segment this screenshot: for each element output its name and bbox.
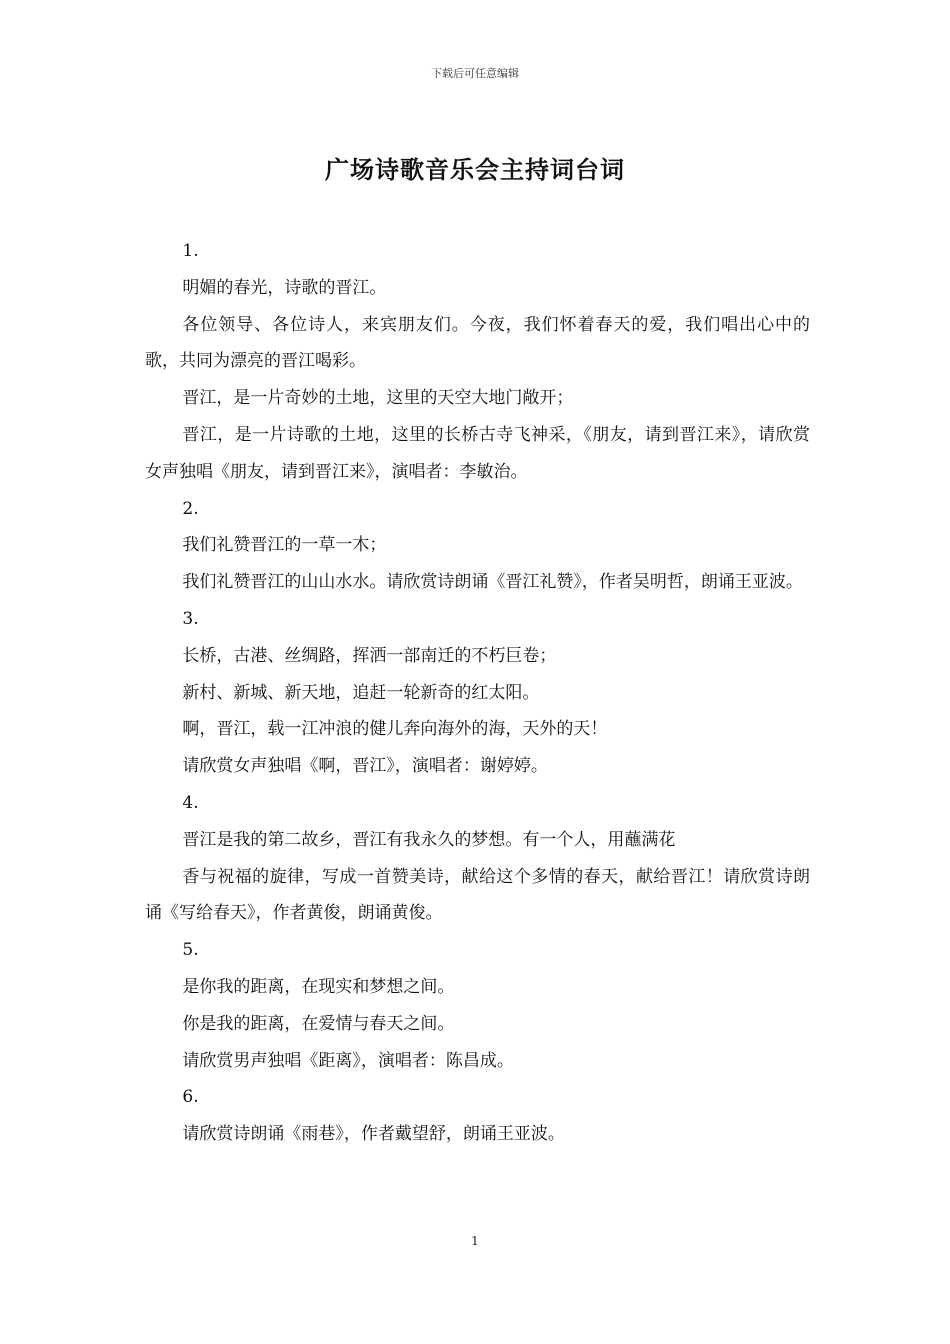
paragraph: 新村、新城、新天地，追赶一轮新奇的红太阳。 xyxy=(182,682,540,703)
section-number: 6. xyxy=(182,1087,199,1108)
section-number: 4. xyxy=(182,792,199,813)
paragraph: 各位领导、各位诗人，来宾朋友们。今夜，我们怀着春天的爱，我们唱出心中的歌，共同为漂亮的晋江喝彩。 xyxy=(145,314,810,372)
paragraph: 我们礼赞晋江的一草一木； xyxy=(182,535,387,556)
paragraph: 请欣赏男声独唱《距离》，演唱者：陈昌成。 xyxy=(182,1050,514,1071)
paragraph: 香与祝福的旋律，写成一首赞美诗，献给这个多情的春天，献给晋江！请欣赏诗朗诵《写给春天》，作者黄俊，朗诵黄俊。 xyxy=(145,866,810,924)
paragraph: 晋江，是一片奇妙的土地，这里的天空大地门敞开； xyxy=(182,388,574,409)
section-number: 1. xyxy=(182,241,199,261)
paragraph: 晋江，是一片诗歌的土地，这里的长桥古寺飞神采，《朋友，请到晋江来》，请欣赏女声独唱《朋友，请到晋江来》，演唱者：李敏治。 xyxy=(145,424,810,482)
document-title: 广场诗歌音乐会主持词台词 xyxy=(325,155,625,184)
paragraph: 晋江是我的第二故乡，晋江有我永久的梦想。有一个人，用蘸满花 xyxy=(182,829,676,850)
paragraph: 是你我的距离，在现实和梦想之间。 xyxy=(182,976,455,997)
page-header-note: 下载后可任意编辑 xyxy=(431,67,519,80)
section-number: 2. xyxy=(182,498,199,519)
paragraph: 请欣赏女声独唱《啊，晋江》，演唱者：谢婷婷。 xyxy=(182,756,548,777)
section-number: 5. xyxy=(182,940,199,961)
section-number: 3. xyxy=(182,608,199,629)
paragraph: 你是我的距离，在爱情与春天之间。 xyxy=(182,1013,455,1034)
paragraph: 请欣赏诗朗诵《雨巷》，作者戴望舒，朗诵王亚波。 xyxy=(182,1124,565,1145)
paragraph: 明媚的春光，诗歌的晋江。 xyxy=(182,277,387,298)
page-number: 1 xyxy=(471,1234,479,1248)
paragraph: 我们礼赞晋江的山山水水。请欣赏诗朗诵《晋江礼赞》，作者吴明哲，朗诵王亚波。 xyxy=(182,572,803,593)
paragraph: 啊，晋江，载一江冲浪的健儿奔向海外的海，天外的天！ xyxy=(182,719,608,740)
paragraph: 长桥，古港、丝绸路，挥洒一部南迁的不朽巨卷； xyxy=(182,645,557,666)
document-body xyxy=(145,233,810,1153)
